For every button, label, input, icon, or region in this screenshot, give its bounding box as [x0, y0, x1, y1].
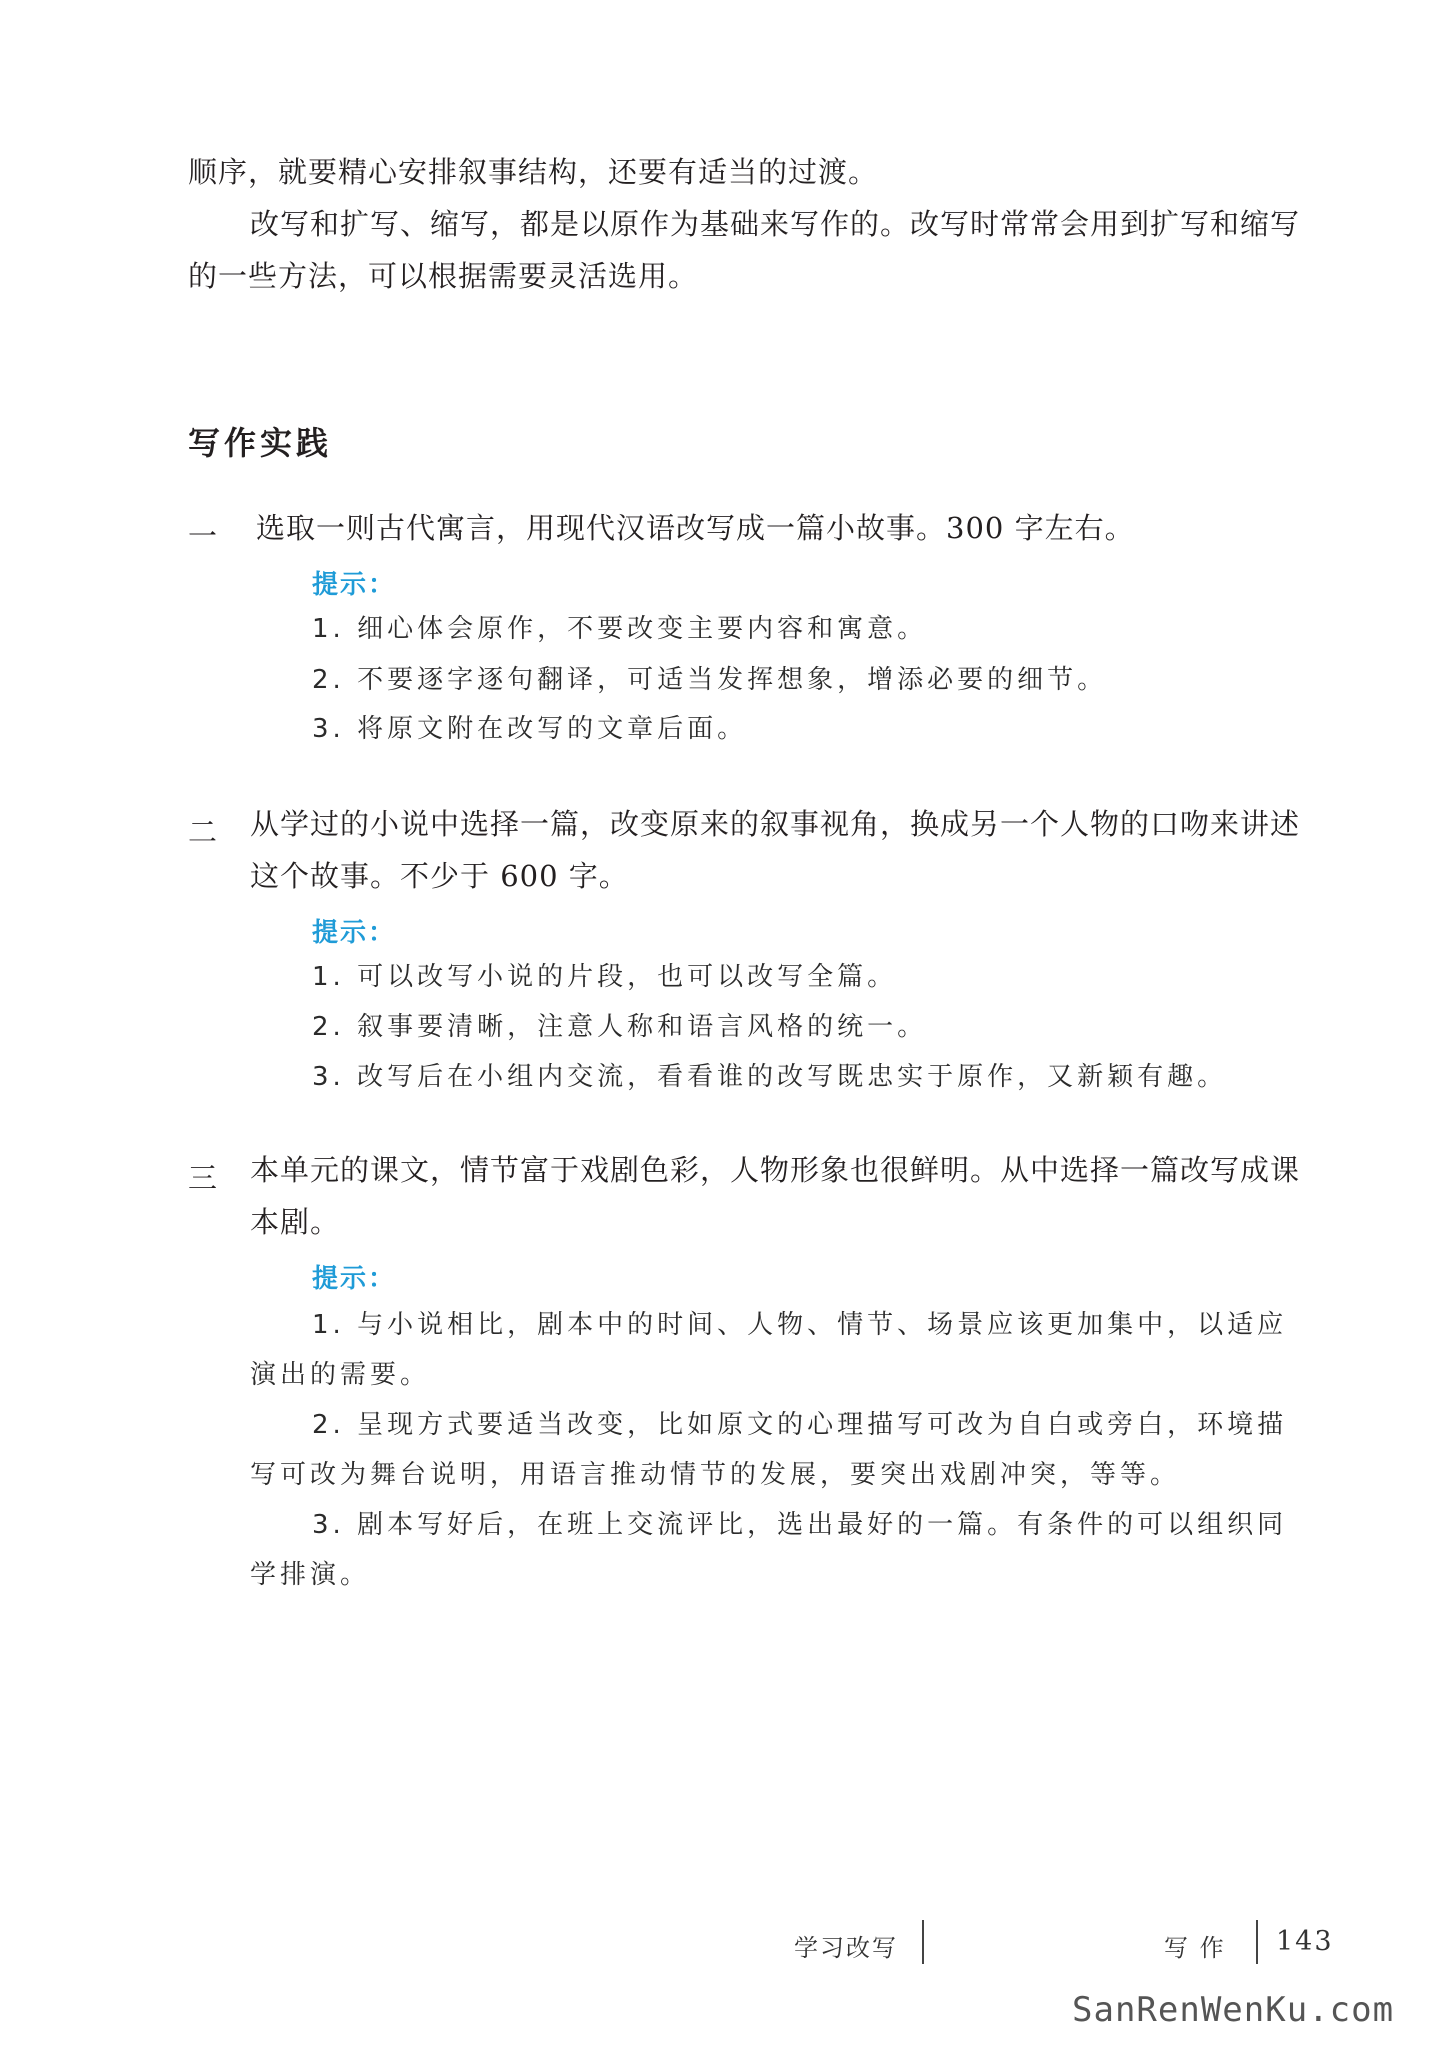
- task-1-line-1: 选取一则古代寓言，用现代汉语改写成一篇小故事。300 字左右。: [256, 511, 1135, 545]
- task-2-tip-1: 1. 可以改写小说的片段，也可以改写全篇。: [312, 962, 898, 992]
- task-number-3: 三: [188, 1161, 218, 1195]
- page-number: 143: [1276, 1926, 1334, 1957]
- task-1-tip-3: 3. 将原文附在改写的文章后面。: [312, 714, 748, 744]
- watermark: SanRenWenKu.com: [1072, 1990, 1395, 2030]
- task-3-tip-3-line-1: 3. 剧本写好后，在班上交流评比，选出最好的一篇。有条件的可以组织同: [312, 1510, 1288, 1540]
- intro-line-3: 的一些方法，可以根据需要灵活选用。: [188, 259, 699, 293]
- footer-section: 写 作: [1164, 1934, 1226, 1962]
- footer-divider: [922, 1920, 924, 1964]
- intro-line-1: 顺序，就要精心安排叙事结构，还要有适当的过渡。: [188, 155, 879, 189]
- task-3-tip-2-line-2: 写可改为舞台说明，用语言推动情节的发展，要突出戏剧冲突，等等。: [250, 1460, 1181, 1490]
- task-3-tip-2-line-1: 2. 呈现方式要适当改变，比如原文的心理描写可改为自白或旁白，环境描: [312, 1410, 1288, 1440]
- footer-divider-2: [1256, 1920, 1258, 1964]
- task-1-tip-1: 1. 细心体会原作，不要改变主要内容和寓意。: [312, 614, 928, 644]
- task-1-tip-2: 2. 不要逐字逐句翻译，可适当发挥想象，增添必要的细节。: [312, 665, 1108, 695]
- task-2-tip-2: 2. 叙事要清晰，注意人称和语言风格的统一。: [312, 1012, 928, 1042]
- task-3-tip-3-line-2: 学排演。: [250, 1560, 371, 1590]
- task-number-2: 二: [188, 815, 218, 849]
- task-3-line-1: 本单元的课文，情节富于戏剧色彩，人物形象也很鲜明。从中选择一篇改写成课: [250, 1153, 1301, 1187]
- task-2-line-2: 这个故事。不少于 600 字。: [250, 859, 629, 893]
- task-2-tip-3: 3. 改写后在小组内交流，看看谁的改写既忠实于原作，又新颖有趣。: [312, 1062, 1228, 1092]
- intro-line-2: 改写和扩写、缩写，都是以原作为基础来写作的。改写时常常会用到扩写和缩写: [250, 207, 1301, 241]
- task-3-tip-1-line-1: 1. 与小说相比，剧本中的时间、人物、情节、场景应该更加集中，以适应: [312, 1310, 1288, 1340]
- task-3-line-2: 本剧。: [250, 1205, 341, 1239]
- task-3-tip-1-line-2: 演出的需要。: [250, 1360, 431, 1390]
- section-title: 写作实践: [188, 424, 333, 462]
- task-2-line-1: 从学过的小说中选择一篇，改变原来的叙事视角，换成另一个人物的口吻来讲述: [250, 807, 1301, 841]
- task-1-tip-label: 提示：: [312, 570, 397, 600]
- task-3-tip-label: 提示：: [312, 1264, 397, 1294]
- footer-unit-title: 学习改写: [794, 1934, 898, 1962]
- task-number-1: 一: [188, 519, 218, 553]
- task-2-tip-label: 提示：: [312, 918, 397, 948]
